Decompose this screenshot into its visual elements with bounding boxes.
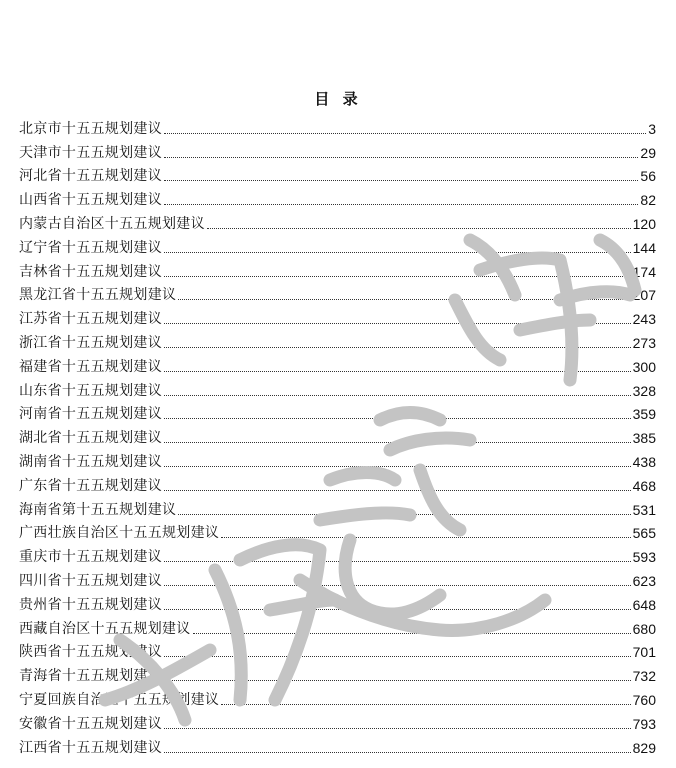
- toc-entry-page-number: 273: [632, 334, 656, 351]
- toc-entry-page-number: 701: [632, 644, 656, 661]
- toc-dot-leader: [164, 465, 631, 467]
- toc-dot-leader: [164, 441, 631, 443]
- toc-entry: [19, 328, 656, 352]
- toc-entry-page-number: 648: [632, 596, 656, 613]
- toc-dot-leader: [164, 132, 646, 134]
- toc-entry-title: 四川省十五五规划建议: [19, 572, 162, 589]
- toc-dot-leader: [164, 751, 631, 753]
- toc-entry: [19, 590, 656, 614]
- toc-entry: [19, 352, 656, 376]
- toc-entry-page-number: 385: [632, 430, 656, 447]
- toc-dot-leader: [164, 417, 631, 419]
- toc-entry-title: 天津市十五五规划建议: [19, 144, 162, 161]
- toc-dot-leader: [164, 560, 631, 562]
- toc-entry-title: 海南省第十五五规划建议: [19, 501, 177, 518]
- toc-entry-page-number: 120: [632, 215, 656, 232]
- toc-entry-page-number: 174: [632, 263, 656, 280]
- toc-entry-page-number: 531: [632, 501, 656, 518]
- toc-entry: [19, 495, 656, 519]
- toc-entry-page-number: 438: [632, 453, 656, 470]
- toc-dot-leader: [164, 251, 631, 253]
- toc-dot-leader: [164, 727, 631, 729]
- toc-list: [19, 114, 656, 757]
- toc-dot-leader: [164, 156, 638, 158]
- toc-entry-page-number: 468: [632, 477, 656, 494]
- toc-dot-leader: [164, 346, 631, 348]
- toc-entry-title: 浙江省十五五规划建议: [19, 334, 162, 351]
- toc-entry-page-number: 623: [632, 572, 656, 589]
- toc-entry: [19, 162, 656, 186]
- toc-entry-page-number: 207: [632, 287, 656, 304]
- toc-entry-page-number: 829: [632, 739, 656, 756]
- toc-entry-page-number: 359: [632, 406, 656, 423]
- toc-entry-page-number: 732: [632, 668, 656, 685]
- toc-dot-leader: [207, 227, 631, 229]
- toc-dot-leader: [164, 584, 631, 586]
- toc-title: 目 录: [314, 90, 362, 108]
- toc-entry-page-number: 793: [632, 715, 656, 732]
- toc-entry-title: 山东省十五五规划建议: [19, 382, 162, 399]
- toc-dot-leader: [164, 655, 631, 657]
- toc-entry: [19, 542, 656, 566]
- toc-entry-title: 辽宁省十五五规划建议: [19, 239, 162, 256]
- toc-dot-leader: [221, 703, 630, 705]
- toc-entry-title: 青海省十五五规划建议: [19, 668, 162, 685]
- toc-entry-title: 陕西省十五五规划建议: [19, 644, 162, 661]
- toc-entry-title: 西藏自治区十五五规划建议: [19, 620, 191, 637]
- toc-dot-leader: [164, 489, 631, 491]
- toc-entry: [19, 257, 656, 281]
- toc-entry: [19, 304, 656, 328]
- toc-dot-leader: [164, 203, 638, 205]
- toc-entry-page-number: 328: [632, 382, 656, 399]
- toc-entry-title: 内蒙古自治区十五五规划建议: [19, 215, 205, 232]
- toc-entry-title: 北京市十五五规划建议: [19, 120, 162, 137]
- toc-entry-title: 宁夏回族自治区十五五规划建议: [19, 691, 220, 708]
- toc-dot-leader: [164, 608, 631, 610]
- toc-dot-leader: [164, 275, 631, 277]
- toc-entry: [19, 685, 656, 709]
- toc-entry-page-number: 243: [632, 311, 656, 328]
- toc-entry-page-number: 3: [648, 120, 656, 137]
- toc-entry-title: 吉林省十五五规划建议: [19, 263, 162, 280]
- toc-dot-leader: [164, 179, 638, 181]
- toc-entry: [19, 447, 656, 471]
- toc-entry: [19, 423, 656, 447]
- toc-entry: [19, 471, 656, 495]
- toc-dot-leader: [193, 632, 631, 634]
- toc-dot-leader: [164, 322, 631, 324]
- toc-dot-leader: [178, 513, 630, 515]
- toc-entry-page-number: 300: [632, 358, 656, 375]
- toc-dot-leader: [164, 370, 631, 372]
- toc-entry-title: 河北省十五五规划建议: [19, 168, 162, 185]
- toc-entry: [19, 638, 656, 662]
- toc-entry-title: 河南省十五五规划建议: [19, 406, 162, 423]
- toc-entry: [19, 138, 656, 162]
- toc-dot-leader: [164, 679, 631, 681]
- toc-entry-page-number: 760: [632, 691, 656, 708]
- toc-entry: [19, 209, 656, 233]
- toc-entry-title: 湖北省十五五规划建议: [19, 430, 162, 447]
- toc-dot-leader: [178, 298, 630, 300]
- toc-entry: [19, 185, 656, 209]
- toc-entry-page-number: 565: [632, 525, 656, 542]
- toc-entry-title: 重庆市十五五规划建议: [19, 549, 162, 566]
- toc-entry-title: 湖南省十五五规划建议: [19, 453, 162, 470]
- toc-entry-page-number: 82: [640, 192, 656, 209]
- toc-entry-title: 广西壮族自治区十五五规划建议: [19, 525, 220, 542]
- toc-entry: [19, 733, 656, 757]
- toc-dot-leader: [221, 536, 630, 538]
- toc-entry-title: 福建省十五五规划建议: [19, 358, 162, 375]
- toc-entry: [19, 709, 656, 733]
- toc-entry: [19, 614, 656, 638]
- toc-entry-title: 贵州省十五五规划建议: [19, 596, 162, 613]
- toc-dot-leader: [164, 394, 631, 396]
- toc-entry-title: 山西省十五五规划建议: [19, 192, 162, 209]
- toc-entry: [19, 400, 656, 424]
- toc-entry-page-number: 680: [632, 620, 656, 637]
- toc-entry-page-number: 144: [632, 239, 656, 256]
- toc-entry-title: 广东省十五五规划建议: [19, 477, 162, 494]
- toc-entry: [19, 233, 656, 257]
- toc-entry: [19, 114, 656, 138]
- toc-entry: [19, 281, 656, 305]
- toc-entry: [19, 519, 656, 543]
- toc-entry-page-number: 593: [632, 549, 656, 566]
- toc-entry: [19, 376, 656, 400]
- toc-entry: [19, 661, 656, 685]
- toc-entry-page-number: 56: [640, 168, 656, 185]
- toc-entry-title: 黑龙江省十五五规划建议: [19, 287, 177, 304]
- toc-entry-title: 江苏省十五五规划建议: [19, 311, 162, 328]
- toc-entry-page-number: 29: [640, 144, 656, 161]
- toc-entry-title: 安徽省十五五规划建议: [19, 715, 162, 732]
- toc-entry: [19, 566, 656, 590]
- toc-entry-title: 江西省十五五规划建议: [19, 739, 162, 756]
